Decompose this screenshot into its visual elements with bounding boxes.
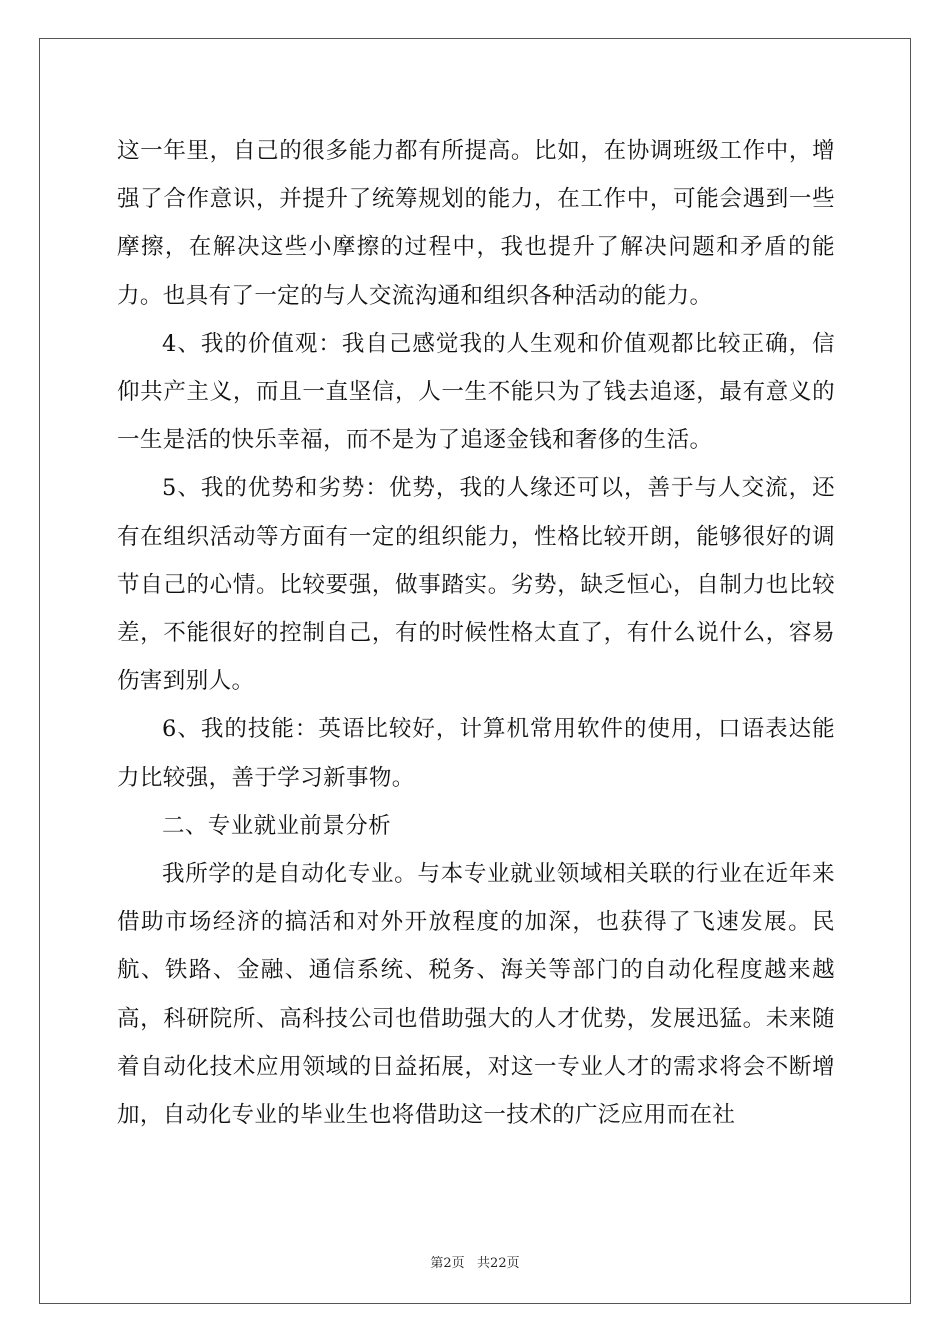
paragraph-values: 4、我的价值观：我自己感觉我的人生观和价值观都比较正确，信仰共产主义，而且一直坚信，人一生不能只为了钱去追逐，最有意义的一生是活的快乐幸福，而不是为了追逐金钱和奢侈的生活。: [117, 330, 835, 454]
paragraph-skills: 6、我的技能：英语比较好，计算机常用软件的使用，口语表达能力比较强，善于学习新事物。: [117, 716, 835, 791]
page-number-footer: 第2页 共22页: [430, 1256, 520, 1271]
document-body: [117, 127, 835, 1139]
section-heading-career-outlook: 二、专业就业前景分析: [162, 812, 392, 839]
paragraph-abilities-continued: 这一年里，自己的很多能力都有所提高。比如，在协调班级工作中，增强了合作意识，并提升了统筹规划的能力，在工作中，可能会遇到一些摩擦，在解决这些小摩擦的过程中，我也提升了解决问题和矛盾的能力。也具有了一定的与人交流沟通和组织各种活动的能力。: [117, 138, 835, 309]
paragraph-automation-major: 我所学的是自动化专业。与本专业就业领域相关联的行业在近年来借助市场经济的搞活和对外开放程度的加深，也获得了飞速发展。民航、铁路、金融、通信系统、税务、海关等部门的自动化程度越来越高，科研院所、高科技公司也借助强大的人才优势，发展迅猛。未来随着自动化技术应用领域的日益拓展，对这一专业人才的需求将会不断增加，自动化专业的毕业生也将借助这一技术的广泛应用而在社: [117, 861, 835, 1129]
paragraph-strengths-weaknesses: 5、我的优势和劣势：优势，我的人缘还可以，善于与人交流，还有在组织活动等方面有一定的组织能力，性格比较开朗，能够很好的调节自己的心情。比较要强，做事踏实。劣势，缺乏恒心，自制力也比较差，不能很好的控制自己，有的时候性格太直了，有什么说什么，容易伤害到别人。: [117, 475, 835, 695]
